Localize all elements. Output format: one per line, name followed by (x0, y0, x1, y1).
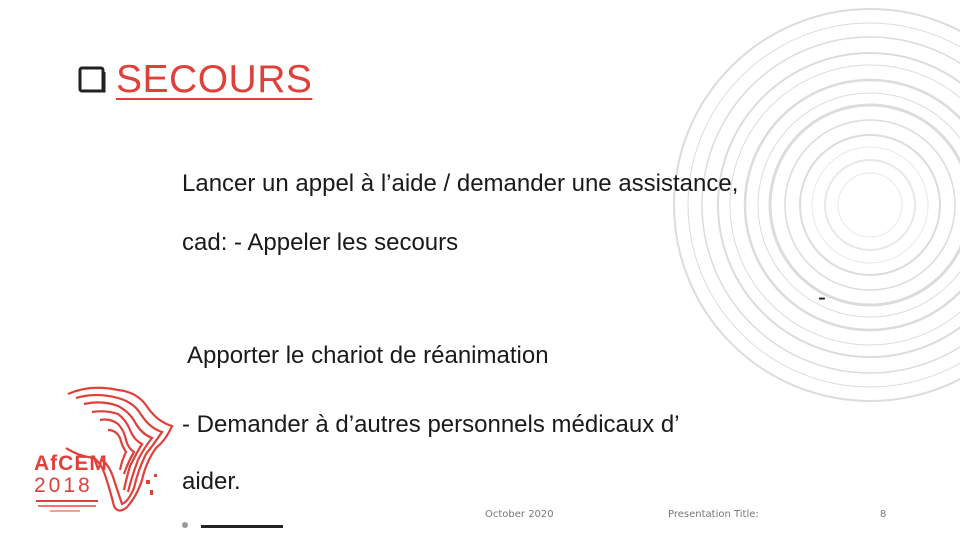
body-line-4: Apporter le chariot de réanimation (187, 342, 549, 369)
body-line-2: cad: - Appeler les secours (182, 229, 459, 256)
bullet-dot (182, 522, 188, 528)
footer-presentation-title: Presentation Title: (668, 509, 759, 520)
checkbox-square-icon (78, 66, 106, 94)
body-line-3: - (818, 284, 826, 311)
underline-dash (201, 525, 283, 528)
slide-title: SECOURS (116, 58, 313, 101)
body-line-6: aider. (182, 468, 241, 495)
body-line-1: Lancer un appel à l’aide / demander une assistance, (182, 170, 739, 197)
logo-year: 2018 (34, 474, 93, 497)
logo-name: AfCEM (34, 452, 108, 475)
footer-date: October 2020 (485, 509, 554, 520)
slide-title-row (78, 58, 312, 102)
footer-page-number: 8 (880, 509, 887, 520)
body-line-5: - Demander à d’autres personnels médicaux d’ (182, 411, 680, 438)
